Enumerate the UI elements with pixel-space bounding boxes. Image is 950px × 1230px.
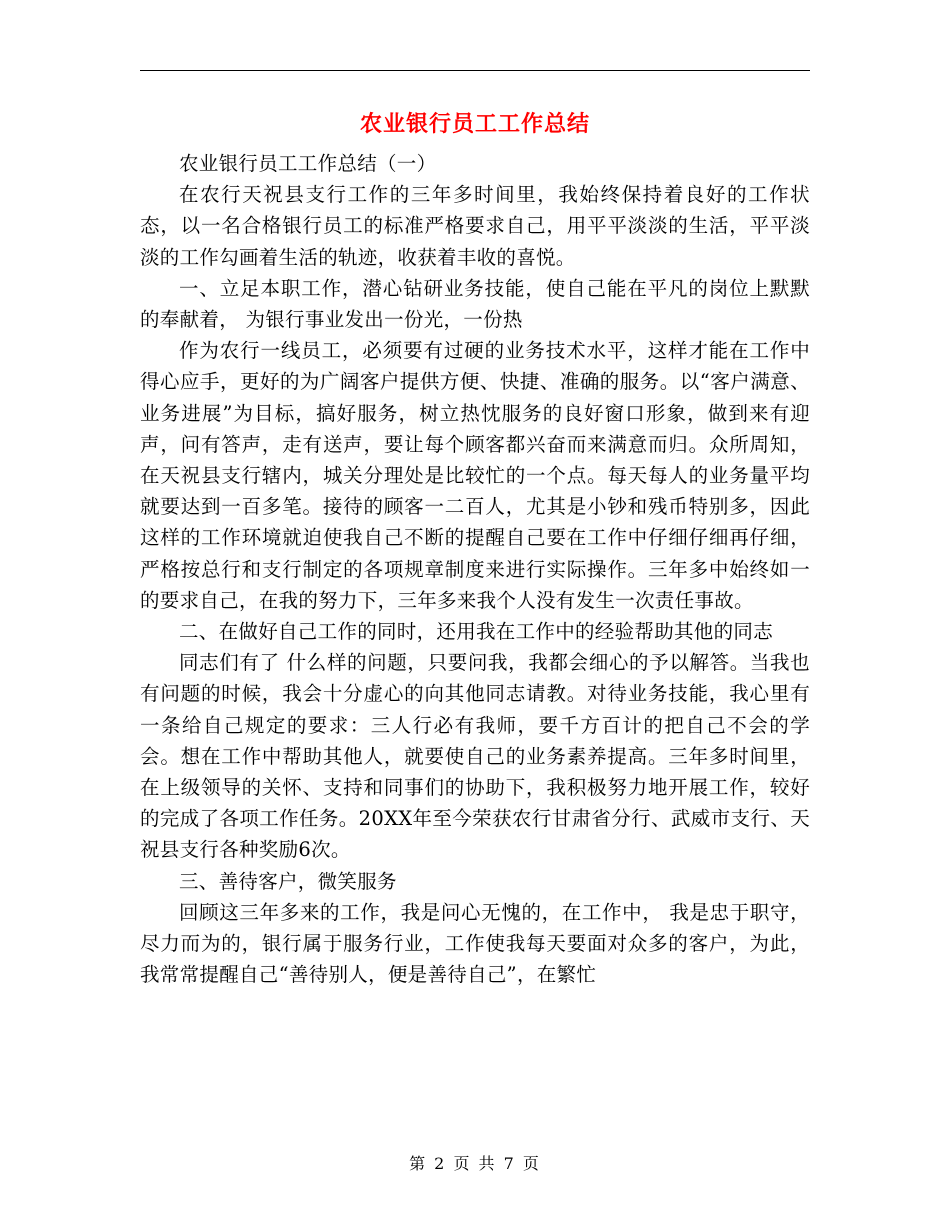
section-heading: 一、立足本职工作，潜心钻研业务技能，使自己能在平凡的岗位上默默的奉献着， 为银行事业发出一份光，一份热 — [140, 276, 810, 332]
paragraph: 作为农行一线员工，必须要有过硬的业务技术水平，这样才能在工作中得心应手，更好的为广阔客户提供方便、快捷、准确的服务。以“客户满意、业务进展”为目标，搞好服务，树立热忱服务的良好窗口形象，做到来有迎声，问有答声，走有送声，要让每个顾客都兴奋而来满意而归。众所周知，在天祝县支行辖内，城关分理处是比较忙的一个点。每天每人的业务量平均就要达到一百多笔。接待的顾客一二百人，尤其是小钞和残币特别多，因此这样的工作环境就迫使我自己不断的提醒自己要在工作中仔细仔细再仔细，严格按总行和支行制定的各项规章制度来进行实际操作。三年多中始终如一的要求自己，在我的努力下，三年多来我个人没有发生一次责任事故。 — [140, 339, 810, 612]
paragraph: 在农行天祝县支行工作的三年多时间里，我始终保持着良好的工作状态，以一名合格银行员工的标准严格要求自己，用平平淡淡的生活，平平淡淡的工作勾画着生活的轨迹，收获着丰收的喜悦。 — [140, 183, 810, 269]
document-body — [140, 148, 810, 990]
section-heading: 三、善待客户，微笑服务 — [179, 869, 397, 893]
header-rule — [140, 70, 810, 71]
section-heading: 农业银行员工工作总结（一） — [179, 152, 437, 175]
document-title: 农业银行员工工作总结 — [359, 111, 590, 137]
paragraph: 同志们有了 什么样的问题，只要问我，我都会细心的予以解答。当我也有问题的时候，我会十分虚心的向其他同志请教。对待业务技能，我心里有一条给自己规定的要求：三人行必有我师，要千方百计的把自己不会的学会。想在工作中帮助其他人，就要使自己的业务素养提高。三年多时间里，在上级领导的关怀、支持和同事们的协助下，我积极努力地开展工作，较好的完成了各项工作任务。20XX年至今荣获农行甘肃省分行、武威市支行、天祝县支行各种奖励6次。 — [140, 651, 810, 862]
section-heading: 二、在做好自己工作的同时，还用我在工作中的经验帮助其他的同志 — [179, 620, 774, 644]
paragraph: 回顾这三年多来的工作，我是问心无愧的，在工作中， 我是忠于职守，尽力而为的，银行属于服务行业，工作使我每天要面对众多的客户，为此，我常常提醒自己“善待别人，便是善待自己”，在繁忙 — [140, 900, 810, 987]
page-number: 第 2 页 共 7 页 — [409, 1154, 541, 1173]
